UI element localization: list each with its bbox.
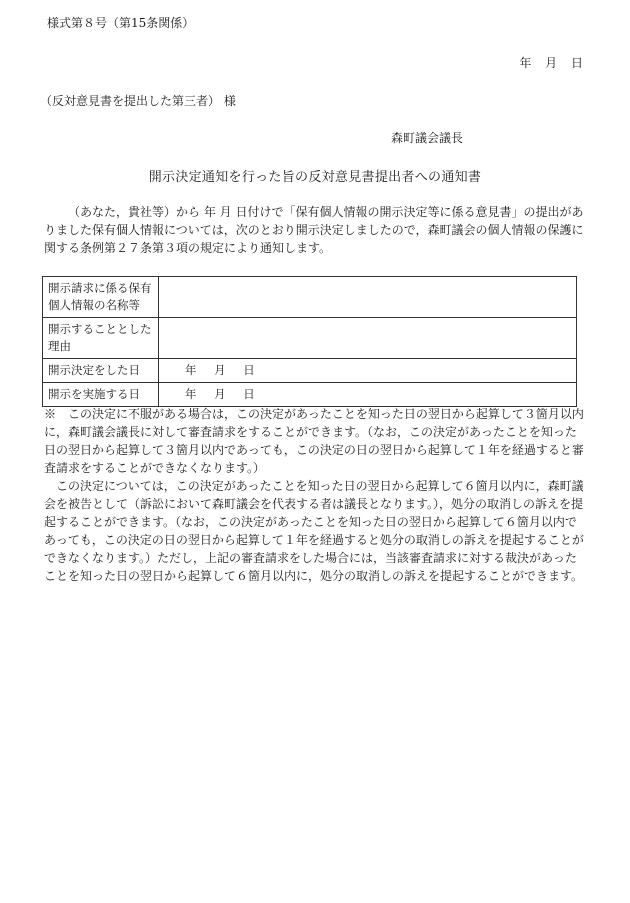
table-row (43, 359, 577, 383)
row-value-implementation-date: 年 月 日 (159, 383, 577, 407)
row-label-reason: 開示することとした理由 (43, 318, 159, 359)
appeal-note: ※ この決定に不服がある場合は，この決定があったことを知った日の翌日から起算して３箇月以内に，森町議会議長に対して審査請求をすることができます。（なお，この決定があったことを知った日の翌日から起算して３箇月以内であっても，この決定の日の翌日から起算して１年を経過すると審査請求をすることができなくなります。） (44, 407, 584, 475)
row-value-decision-date: 年 月 日 (159, 359, 577, 383)
notes-section (44, 405, 584, 585)
lawsuit-note: この決定については，この決定があったことを知った日の翌日から起算して６箇月以内に，森町議会を被告として（訴訟において森町議会を代表する者は議長となります。），処分の取消しの訴えを提起することができます。（なお，この決定があったことを知った日の翌日から起算して６箇月以内であっても，この決定の日の翌日から起算して１年を経過すると処分の取消しの訴えを提起することができなくなります。）ただし，上記の審査請求をした場合には，当該審査請求に対する裁決があったことを知った日の翌日から起算して６箇月以内に，処分の取消しの訴えを提起することができます。 (44, 479, 584, 583)
row-label-info-name: 開示請求に係る保有個人情報の名称等 (43, 277, 159, 318)
row-value-reason (159, 318, 577, 359)
table-row (43, 277, 577, 318)
row-label-decision-date: 開示決定をした日 (43, 359, 159, 383)
sender-name: 森町議会議長 (391, 131, 464, 145)
issue-date-line: 年 月 日 (519, 56, 583, 70)
form-number: 様式第８号（第15条関係） (47, 16, 195, 30)
recipient-line: （反対意見書を提出した第三者） 様 (40, 94, 236, 108)
document-title: 開示決定通知を行った旨の反対意見書提出者への通知書 (148, 170, 482, 185)
disclosure-info-table (42, 276, 577, 407)
row-value-info-name (159, 277, 577, 318)
row-label-implementation-date: 開示を実施する日 (43, 383, 159, 407)
table-row (43, 318, 577, 359)
table-row (43, 383, 577, 407)
body-paragraph: （あなた，貴社等）から 年 月 日付けで「保有個人情報の開示決定等に係る意見書」の提出がありました保有個人情報については，次のとおり開示決定しましたので，森町議会の個人情報の保護に関する条例第２７条第３項の規定により通知します。 (44, 205, 584, 255)
